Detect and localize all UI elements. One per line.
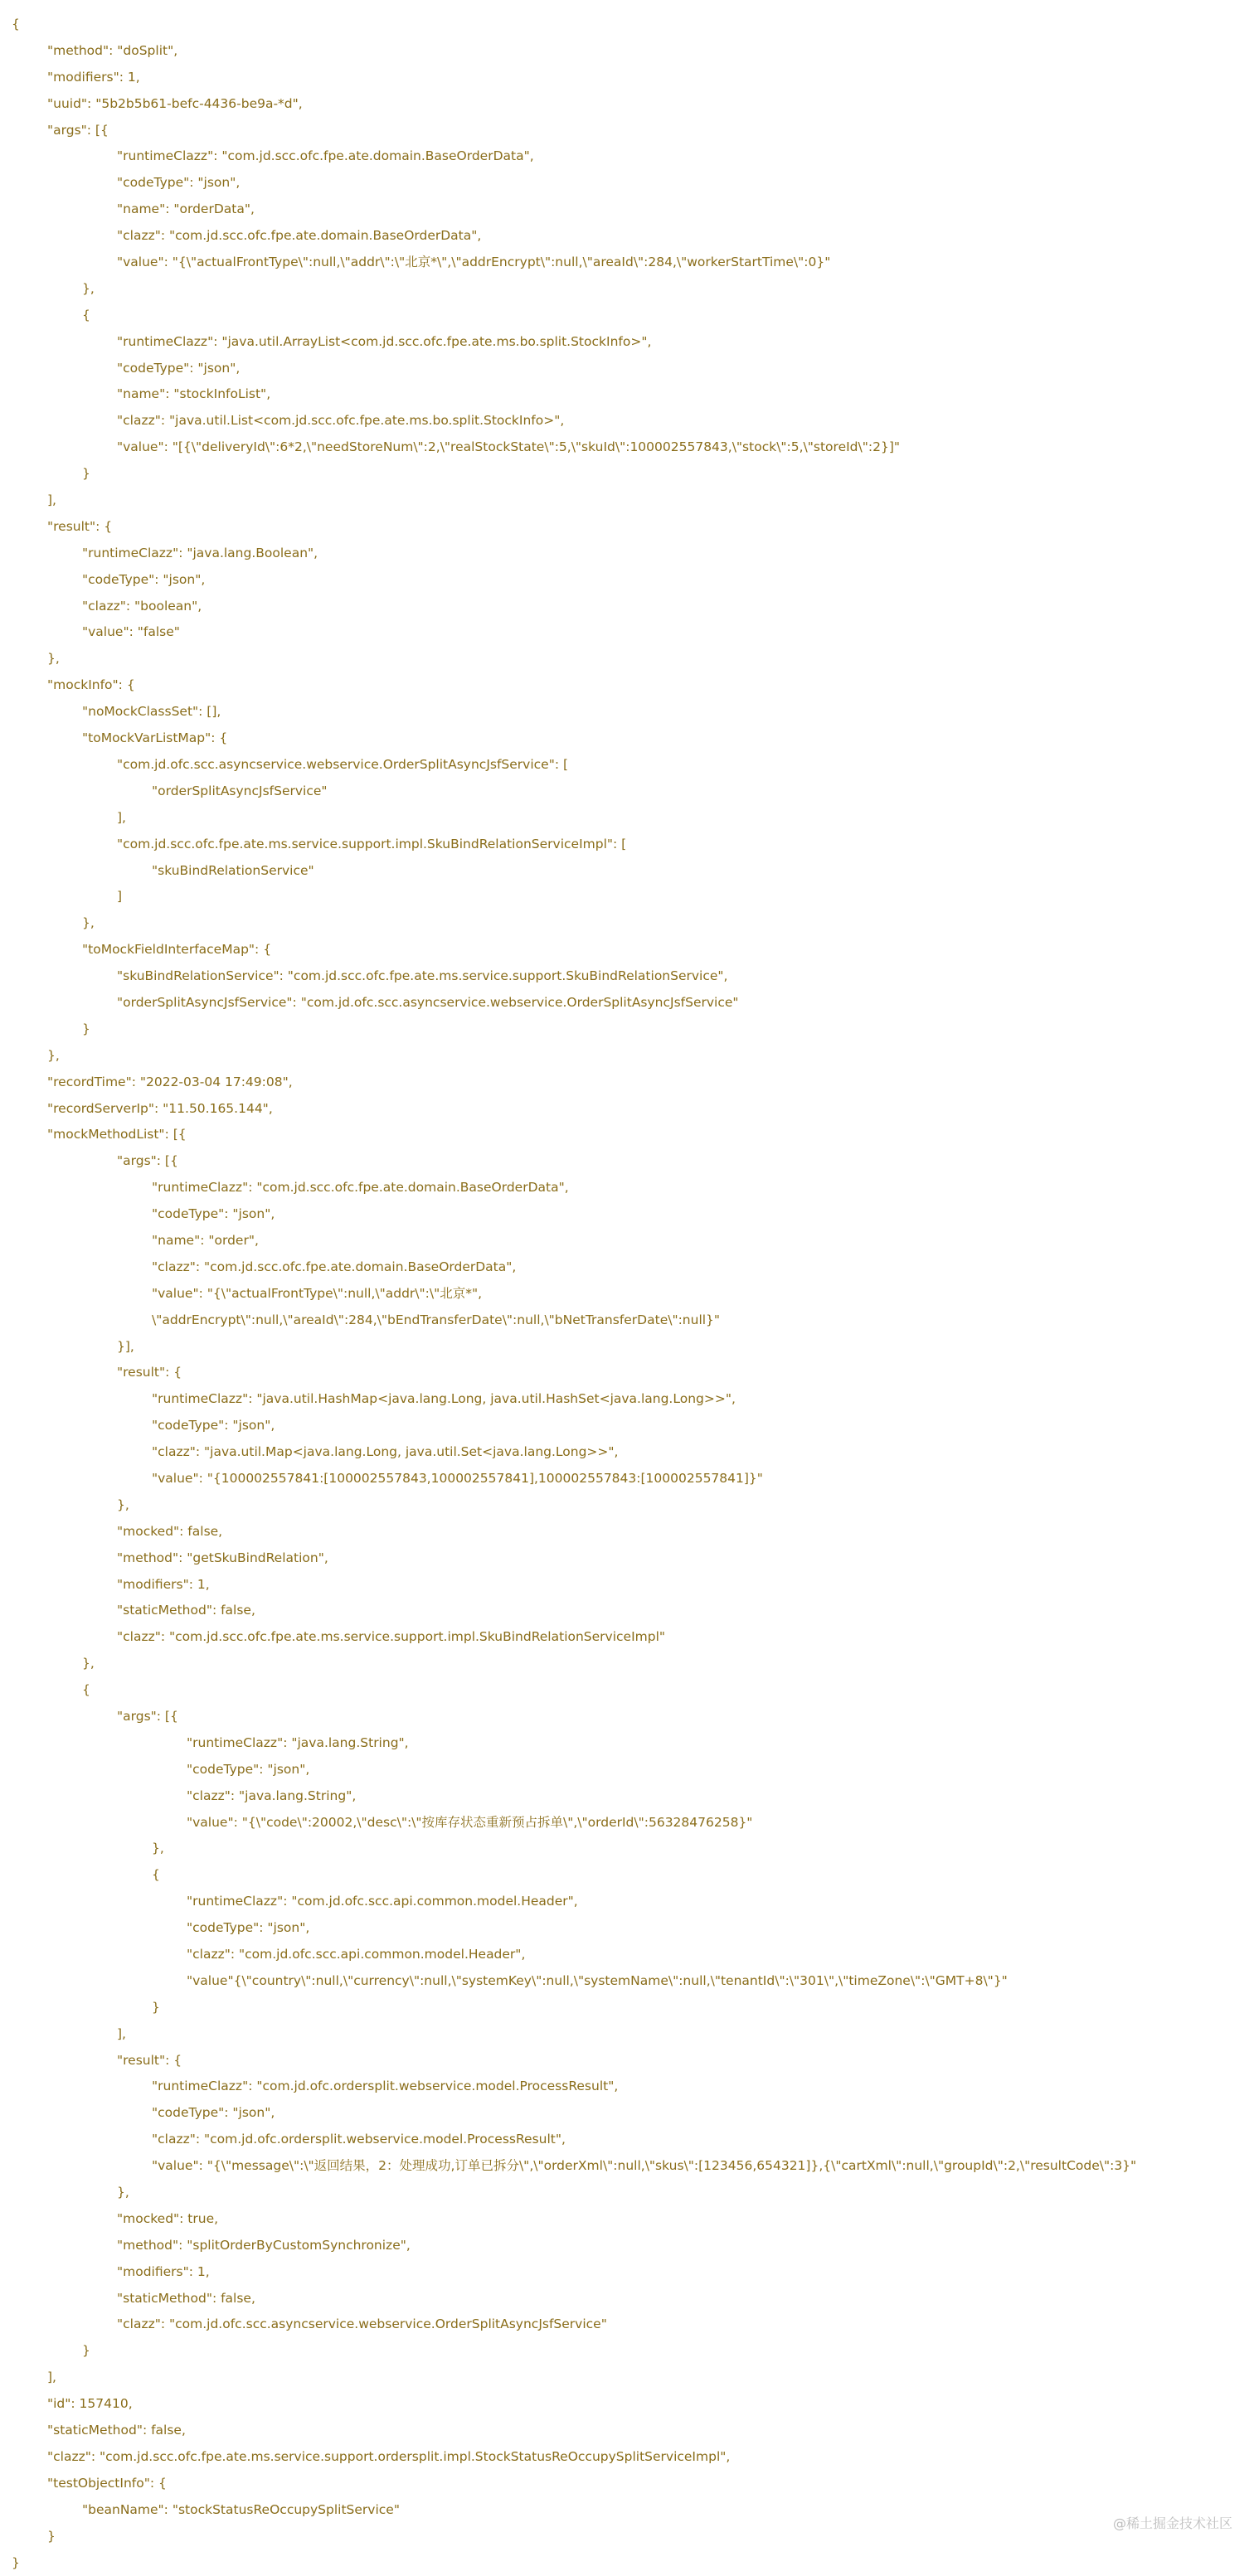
code-line: } [0,461,1254,488]
code-line: "clazz": "java.util.Map<java.lang.Long, java.util.Set<java.lang.Long>>", [0,1439,1254,1466]
code-line: "toMockFieldInterfaceMap": { [0,937,1254,963]
code-line: "runtimeClazz": "java.lang.String", [0,1730,1254,1757]
code-line: "staticMethod": false, [0,2418,1254,2444]
code-line: "value": "{\"code\":20002,\"desc\":\"按库存状态重新预占拆单\",\"orderId\":56328476258}" [0,1810,1254,1836]
code-line: "staticMethod": false, [0,2286,1254,2312]
code-line: "clazz": "com.jd.ofc.ordersplit.webservice.model.ProcessResult", [0,2127,1254,2153]
code-line: } [0,2550,1254,2576]
code-line: "codeType": "json", [0,567,1254,594]
code-line: "codeType": "json", [0,1757,1254,1783]
code-line: "modifiers": 1, [0,2259,1254,2286]
code-line: }, [0,1836,1254,1862]
code-line: "mockInfo": { [0,672,1254,699]
code-line: "value": "{\"actualFrontType\":null,\"addr\":\"北京*\",\"addrEncrypt\":null,\"areaId\":284,\"workerStartTime\":0}" [0,250,1254,276]
code-line: "runtimeClazz": "java.lang.Boolean", [0,541,1254,567]
code-line: }, [0,1492,1254,1519]
code-line: "args": [{ [0,1148,1254,1175]
code-line: ], [0,2021,1254,2048]
code-line: "codeType": "json", [0,356,1254,382]
code-line: }], [0,1334,1254,1361]
code-line: "toMockVarListMap": { [0,725,1254,752]
code-line: "value": "{\"actualFrontType\":null,\"addr\":\"北京*", [0,1281,1254,1307]
code-line: "modifiers": 1, [0,65,1254,91]
code-line: "mockMethodList": [{ [0,1122,1254,1148]
code-line: "uuid": "5b2b5b61-befc-4436-be9a-*d", [0,91,1254,118]
code-line: "modifiers": 1, [0,1572,1254,1598]
code-line: "clazz": "com.jd.scc.ofc.fpe.ate.domain.BaseOrderData", [0,1254,1254,1281]
code-line: "clazz": "java.lang.String", [0,1783,1254,1810]
code-line: "codeType": "json", [0,1413,1254,1439]
code-line: } [0,2338,1254,2365]
code-line: "clazz": "com.jd.scc.ofc.fpe.ate.ms.service.support.ordersplit.impl.StockStatusReOccupySplitServiceImpl", [0,2444,1254,2471]
code-line: "com.jd.scc.ofc.fpe.ate.ms.service.support.impl.SkuBindRelationServiceImpl": [ [0,832,1254,858]
code-line: { [0,12,1254,38]
code-line: "args": [{ [0,118,1254,144]
code-line: "id": 157410, [0,2391,1254,2418]
code-line: "codeType": "json", [0,2100,1254,2127]
code-line: "skuBindRelationService": "com.jd.scc.ofc.fpe.ate.ms.service.support.SkuBindRelationService", [0,963,1254,990]
code-line: ], [0,488,1254,514]
code-line: "value": "false" [0,619,1254,646]
code-line: } [0,2524,1254,2550]
watermark-text: @稀土掘金技术社区 [1113,2513,1232,2532]
code-line: } [0,1995,1254,2021]
code-line: "orderSplitAsyncJsfService" [0,779,1254,805]
code-line: "clazz": "com.jd.scc.ofc.fpe.ate.ms.service.support.impl.SkuBindRelationServiceImpl" [0,1624,1254,1651]
code-line: { [0,303,1254,329]
code-line: "name": "order", [0,1228,1254,1254]
code-line: "runtimeClazz": "com.jd.ofc.scc.api.common.model.Header", [0,1889,1254,1915]
code-line: "orderSplitAsyncJsfService": "com.jd.ofc.scc.asyncservice.webservice.OrderSplitAsyncJsfService" [0,990,1254,1016]
code-line: "codeType": "json", [0,1201,1254,1228]
code-line: "clazz": "com.jd.scc.ofc.fpe.ate.domain.BaseOrderData", [0,223,1254,250]
code-line: }, [0,1651,1254,1677]
code-line: "staticMethod": false, [0,1598,1254,1624]
code-line: ] [0,884,1254,910]
code-line: "testObjectInfo": { [0,2471,1254,2497]
code-line: "name": "orderData", [0,196,1254,223]
code-line: "recordServerIp": "11.50.165.144", [0,1096,1254,1123]
code-line: "method": "splitOrderByCustomSynchronize", [0,2233,1254,2259]
code-line: }, [0,276,1254,303]
code-line: "value": "{\"message\":\"返回结果，2：处理成功,订单已拆分\",\"orderXml\":null,\"skus\":[123456,654321]},{\"cartXml\":null,\"groupId\":2,\"resultCode\":3}" [0,2153,1254,2180]
code-line: \"addrEncrypt\":null,\"areaId\":284,\"bEndTransferDate\":null,\"bNetTransferDate\":null}" [0,1307,1254,1334]
code-line: "name": "stockInfoList", [0,381,1254,408]
code-line: "result": { [0,1360,1254,1386]
code-line: "result": { [0,2048,1254,2074]
code-line: ], [0,2365,1254,2391]
code-line: }, [0,2180,1254,2206]
code-line: "clazz": "java.util.List<com.jd.scc.ofc.fpe.ate.ms.bo.split.StockInfo>", [0,408,1254,434]
code-line: "runtimeClazz": "com.jd.scc.ofc.fpe.ate.domain.BaseOrderData", [0,143,1254,170]
code-line: "skuBindRelationService" [0,858,1254,885]
code-line: "runtimeClazz": "java.util.HashMap<java.lang.Long, java.util.HashSet<java.lang.Long>>", [0,1386,1254,1413]
code-line: "com.jd.ofc.scc.asyncservice.webservice.OrderSplitAsyncJsfService": [ [0,752,1254,779]
code-line: "method": "doSplit", [0,38,1254,65]
code-line: "clazz": "com.jd.ofc.scc.asyncservice.webservice.OrderSplitAsyncJsfService" [0,2312,1254,2338]
code-line: { [0,1677,1254,1704]
code-line: "value"{\"country\":null,\"currency\":null,\"systemKey\":null,\"systemName\":null,\"tenantId\":\"301\",\"timeZone\":\"GMT+8\"}" [0,1968,1254,1995]
code-line: "codeType": "json", [0,170,1254,196]
code-line: "recordTime": "2022-03-04 17:49:08", [0,1070,1254,1096]
code-line: "value": "[{\"deliveryId\":6*2,\"needStoreNum\":2,\"realStockState\":5,\"skuId\":100002557843,\"stock\":5,\"storeId\":2}]" [0,434,1254,461]
code-line: { [0,1862,1254,1889]
code-line: }, [0,910,1254,937]
code-line: "runtimeClazz": "java.util.ArrayList<com.jd.scc.ofc.fpe.ate.ms.bo.split.StockInfo>", [0,329,1254,356]
code-line: "clazz": "com.jd.ofc.scc.api.common.model.Header", [0,1942,1254,1968]
code-line: "value": "{100002557841:[100002557843,100002557841],100002557843:[100002557841]}" [0,1466,1254,1492]
code-line: } [0,1016,1254,1043]
code-line: "mocked": true, [0,2206,1254,2233]
code-line: "mocked": false, [0,1519,1254,1545]
json-code-block [0,12,1254,2576]
code-line: "codeType": "json", [0,1915,1254,1942]
code-line: "method": "getSkuBindRelation", [0,1545,1254,1572]
code-line: "clazz": "boolean", [0,594,1254,620]
code-line: ], [0,805,1254,832]
code-line: "runtimeClazz": "com.jd.ofc.ordersplit.webservice.model.ProcessResult", [0,2074,1254,2100]
code-line: "args": [{ [0,1704,1254,1730]
code-line: }, [0,646,1254,672]
code-line: }, [0,1043,1254,1070]
code-line: "beanName": "stockStatusReOccupySplitService" [0,2497,1254,2524]
code-line: "runtimeClazz": "com.jd.scc.ofc.fpe.ate.domain.BaseOrderData", [0,1175,1254,1201]
code-line: "result": { [0,514,1254,541]
code-line: "noMockClassSet": [], [0,699,1254,725]
